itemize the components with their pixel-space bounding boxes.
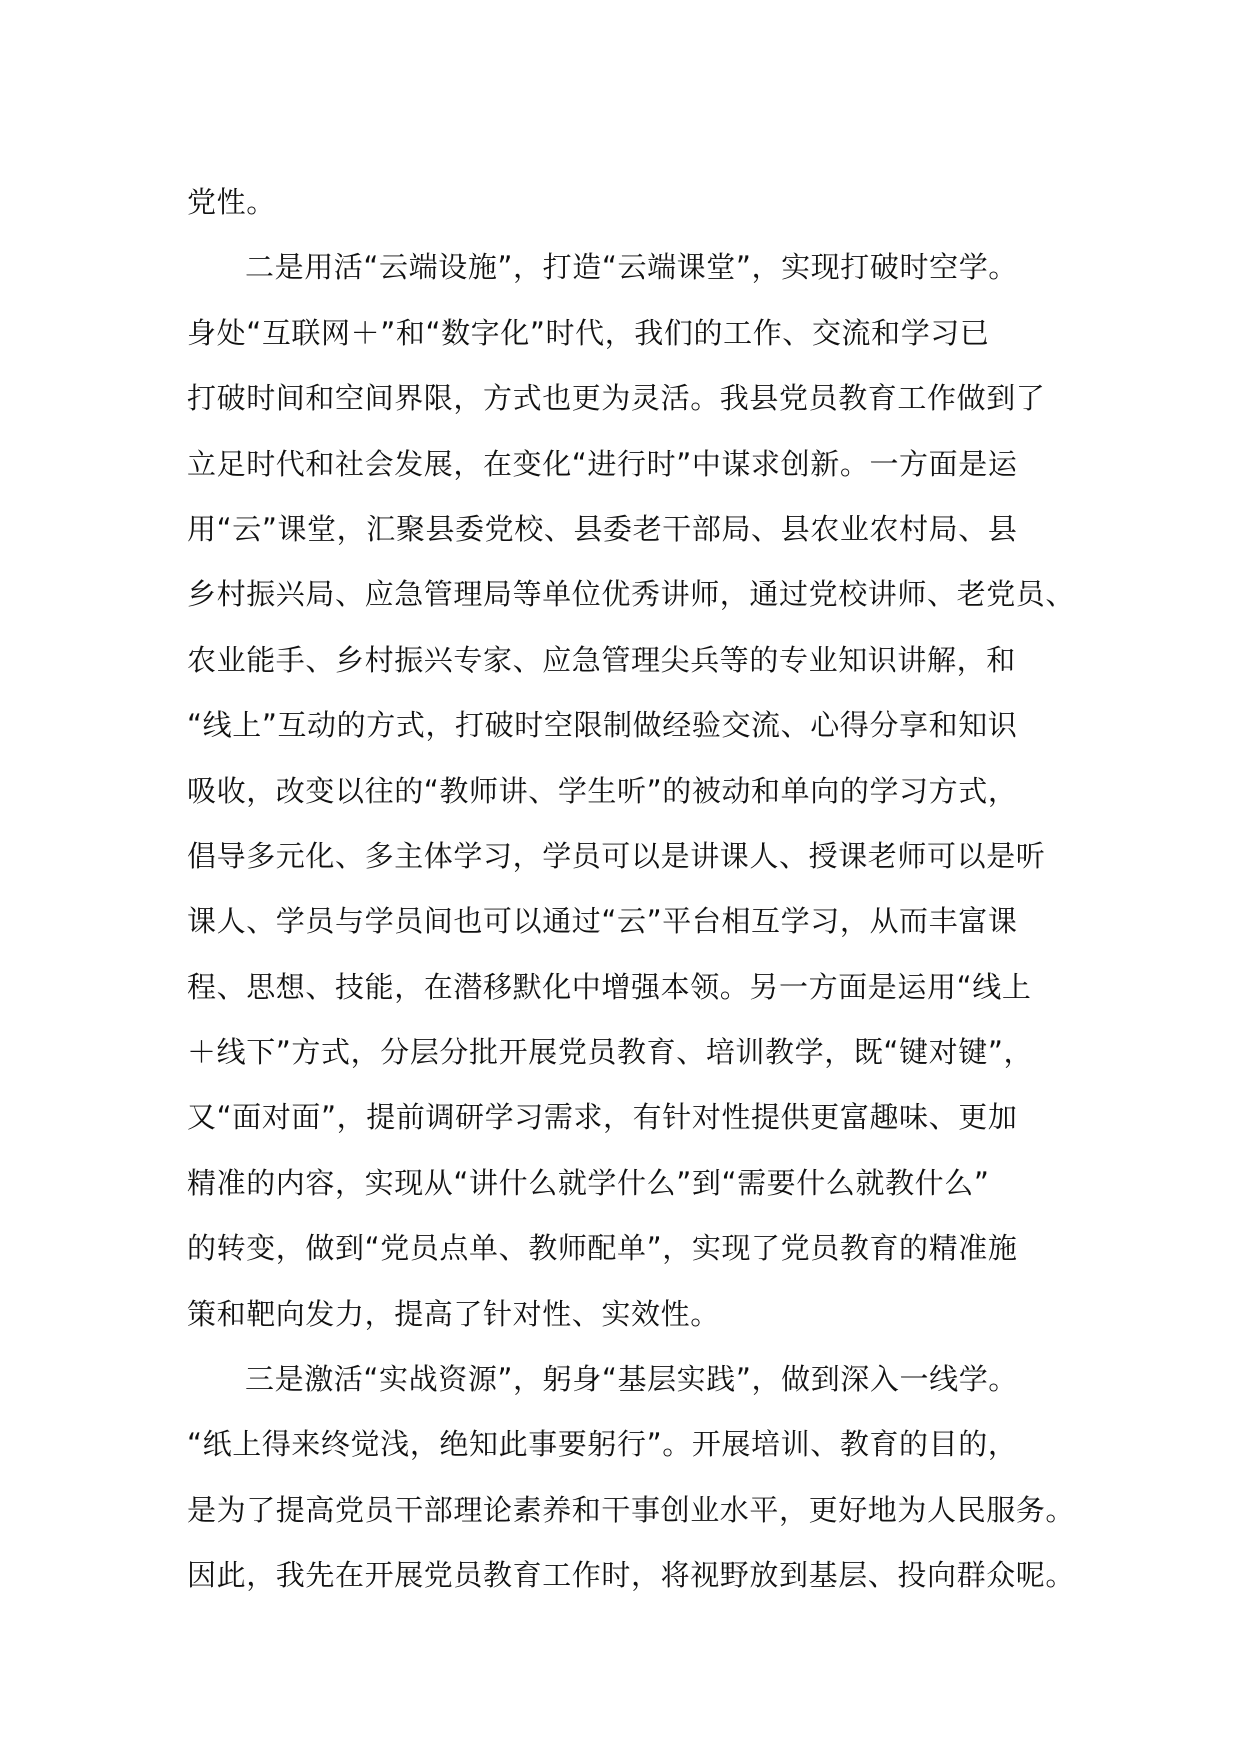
text-line: 因此，我先在开展党员教育工作时，将视野放到基层、投向群众呢。 (187, 1558, 1076, 1593)
text-line: 课人、学员与学员间也可以通过“云”平台相互学习，从而丰富课 (187, 904, 1018, 939)
text-line: ＋线下”方式，分层分批开展党员教育、培训教学，既“键对键”， (187, 1035, 1034, 1070)
text-line: “纸上得来终觉浅，绝知此事要躬行”。开展培训、教育的目的， (187, 1427, 1018, 1462)
text-line: 策和靶向发力，提高了针对性、实效性。 (187, 1296, 720, 1331)
paragraph-start-line: 二是用活“云端设施”，打造“云端课堂”，实现打破时空学。 (245, 250, 1018, 285)
text-line: 身处“互联网＋”和“数字化”时代，我们的工作、交流和学习已 (187, 315, 990, 350)
text-line: 立足时代和社会发展，在变化“进行时”中谋求创新。一方面是运 (187, 446, 1018, 481)
text-line: 农业能手、乡村振兴专家、应急管理尖兵等的专业知识讲解，和 (187, 642, 1016, 677)
text-line: 倡导多元化、多主体学习，学员可以是讲课人、授课老师可以是听 (187, 838, 1046, 873)
text-line: 是为了提高党员干部理论素养和干事创业水平，更好地为人民服务。 (187, 1492, 1076, 1527)
paragraph-start-line: 三是激活“实战资源”，躬身“基层实践”，做到深入一线学。 (245, 1362, 1018, 1397)
text-line: 吸收，改变以往的“教师讲、学生听”的被动和单向的学习方式， (187, 773, 1018, 808)
text-line: 党性。 (187, 185, 276, 219)
text-line: 精准的内容，实现从“讲什么就学什么”到“需要什么就教什么” (187, 1165, 990, 1200)
text-line: 用“云”课堂，汇聚县委党校、县委老干部局、县农业农村局、县 (187, 511, 1018, 546)
text-line: 的转变，做到“党员点单、教师配单”，实现了党员教育的精准施 (187, 1231, 1018, 1266)
text-line: 又“面对面”，提前调研学习需求，有针对性提供更富趣味、更加 (187, 1100, 1018, 1135)
text-line: 乡村振兴局、应急管理局等单位优秀讲师，通过党校讲师、老党员、 (187, 577, 1076, 612)
text-line: 打破时间和空间界限，方式也更为灵活。我县党员教育工作做到了 (187, 381, 1046, 416)
text-line: “线上”互动的方式，打破时空限制做经验交流、心得分享和知识 (187, 708, 1018, 743)
text-line: 程、思想、技能，在潜移默化中增强本领。另一方面是运用“线上 (187, 969, 1032, 1004)
body-text (187, 170, 1076, 1609)
